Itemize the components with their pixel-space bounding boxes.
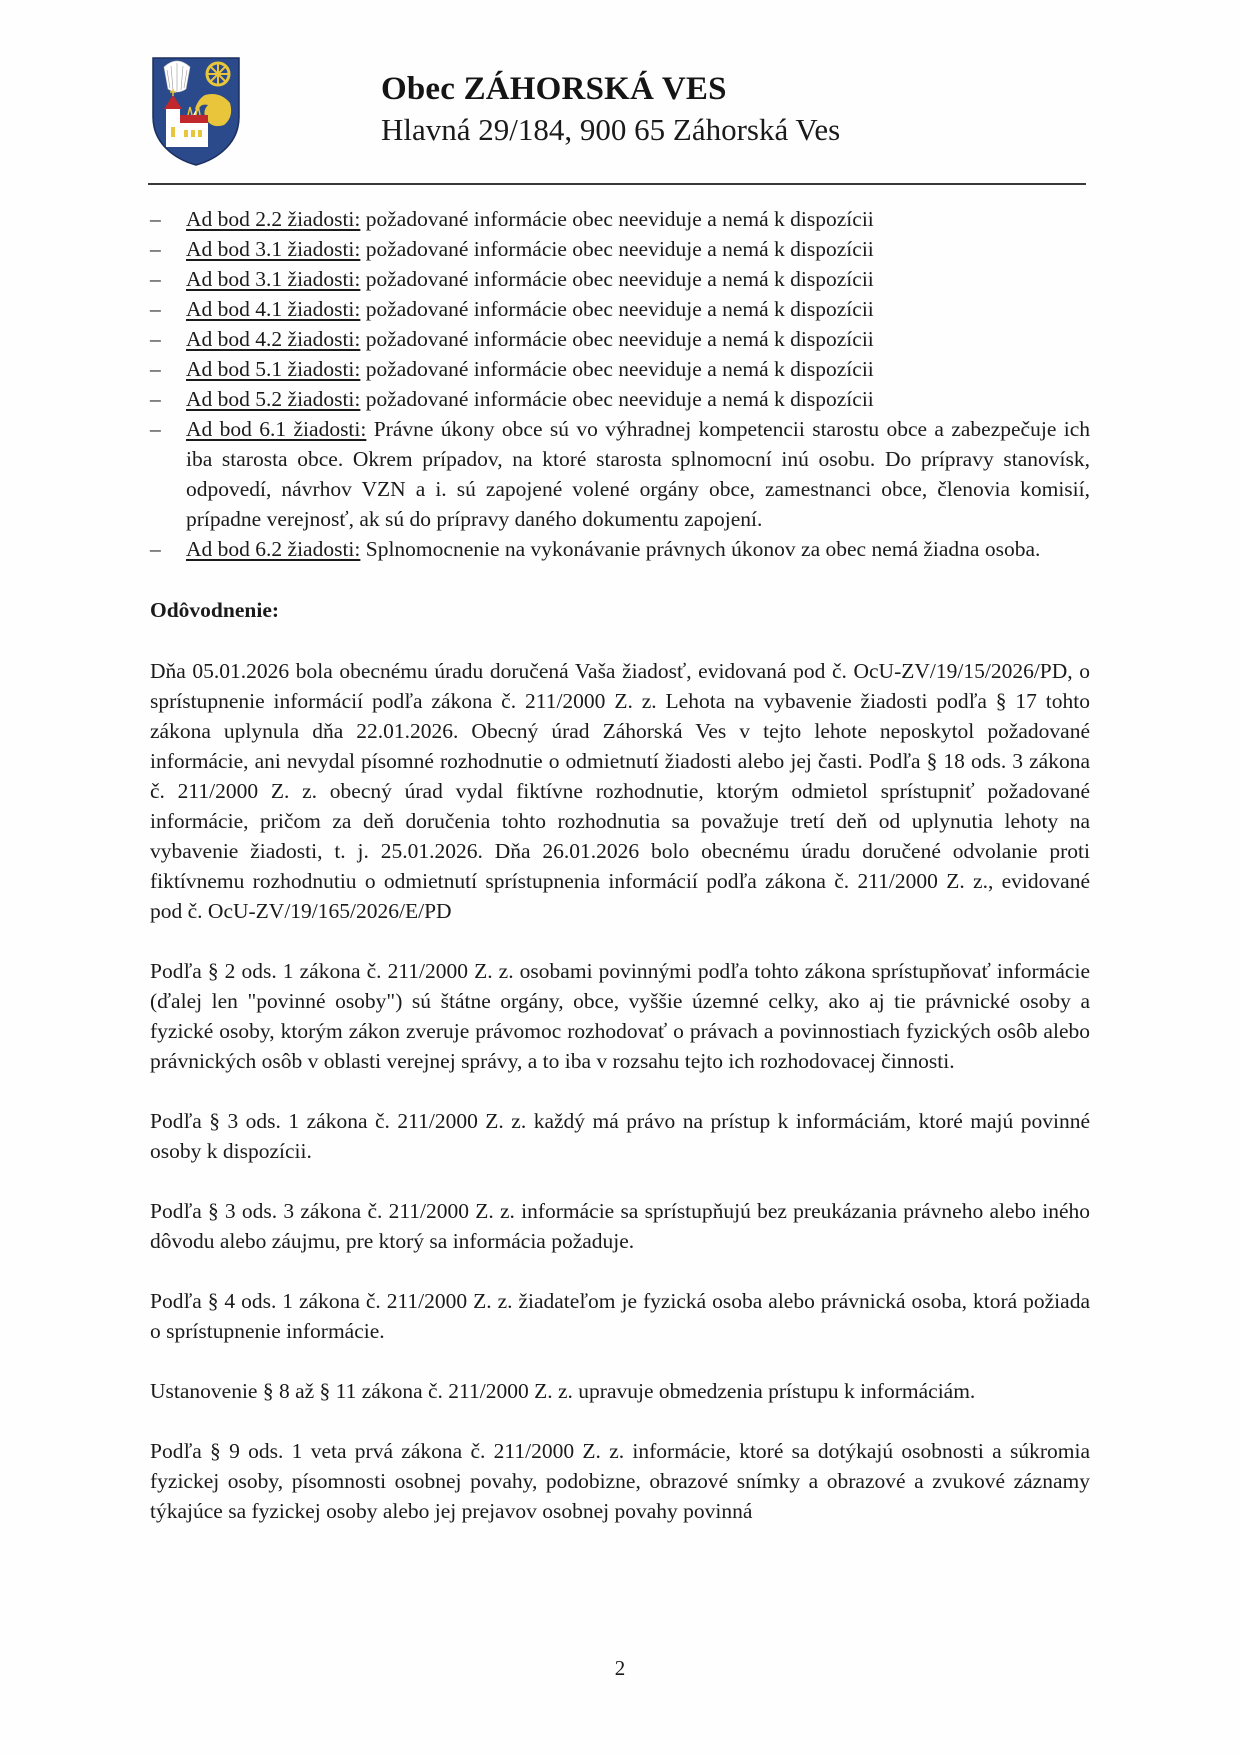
paragraph: Podľa § 4 ods. 1 zákona č. 211/2000 Z. z. žiadateľom je fyzická osoba alebo právnická osoba, ktorá požiada o sprístupnenie informácie. — [150, 1289, 1090, 1343]
list-item — [150, 234, 1090, 264]
letterhead — [148, 55, 1088, 185]
item-label: Ad bod 5.2 žiadosti: — [186, 387, 361, 411]
item-text: požadované informácie obec neeviduje a nemá k dispozícii — [360, 297, 874, 321]
dash-bullet: – — [150, 297, 161, 321]
item-label: Ad bod 6.1 žiadosti: — [186, 417, 367, 441]
dash-bullet: – — [150, 417, 161, 441]
paragraph: Podľa § 3 ods. 1 zákona č. 211/2000 Z. z. každý má právo na prístup k informáciám, ktoré majú povinné osoby k dispozícii. — [150, 1109, 1090, 1163]
header-divider — [148, 183, 1086, 185]
list-item — [150, 534, 1090, 564]
item-text: požadované informácie obec neeviduje a nemá k dispozícii — [360, 357, 874, 381]
section-heading: Odôvodnenie: — [150, 598, 280, 622]
item-label: Ad bod 3.1 žiadosti: — [186, 267, 361, 291]
paragraph: Ustanovenie § 8 až § 11 zákona č. 211/2000 Z. z. upravuje obmedzenia prístupu k informáciám. — [150, 1379, 976, 1403]
item-text: požadované informácie obec neeviduje a nemá k dispozícii — [360, 237, 874, 261]
item-text: Splnomocnenie na vykonávanie právnych úkonov za obec nemá žiadna osoba. — [360, 537, 1041, 561]
item-label: Ad bod 4.2 žiadosti: — [186, 327, 361, 351]
dash-bullet: – — [150, 357, 161, 381]
list-item — [150, 264, 1090, 294]
coat-of-arms-icon — [150, 55, 242, 167]
dash-bullet: – — [150, 207, 161, 231]
item-text: požadované informácie obec neeviduje a nemá k dispozícii — [360, 387, 874, 411]
paragraph: Podľa § 2 ods. 1 zákona č. 211/2000 Z. z. osobami povinnými podľa tohto zákona sprístupňovať informácie (ďalej len "povinné osoby") sú štátne orgány, obce, vyššie územné celky, ako aj tie právnické osoby a fyzické osoby, ktorým zákon zveruje právomoc rozhodovať o právach a povinnostiach fyzických osôb alebo právnických osôb v oblasti verejnej správy, a to iba v rozsahu tejto ich rozhodovacej činnosti. — [150, 959, 1090, 1073]
item-label: Ad bod 5.1 žiadosti: — [186, 357, 361, 381]
document-body — [150, 204, 1090, 1526]
item-label: Ad bod 6.2 žiadosti: — [186, 537, 361, 561]
list-item — [150, 354, 1090, 384]
page-number: 2 — [614, 1656, 626, 1680]
item-text: požadované informácie obec neeviduje a nemá k dispozícii — [360, 207, 874, 231]
item-label: Ad bod 3.1 žiadosti: — [186, 237, 361, 261]
paragraph: Dňa 05.01.2026 bola obecnému úradu doručená Vaša žiadosť, evidovaná pod č. OcU-ZV/19/15/2026/PD, o sprístupnenie informácií podľa zákona č. 211/2000 Z. z. Lehota na vybavenie žiadosti podľa § 17 tohto zákona uplynula dňa 22.01.2026. Obecný úrad Záhorská Ves v tejto lehote neposkytol požadované informácie, ani nevydal písomné rozhodnutie o odmietnutí žiadosti alebo jej časti. Podľa § 18 ods. 3 zákona č. 211/2000 Z. z. obecný úrad vydal fiktívne rozhodnutie, ktorým odmietol sprístupniť požadované informácie, pričom za deň doručenia tohto rozhodnutia sa považuje tretí deň od uplynutia lehoty na vybavenie žiadosti, t. j. 25.01.2026. Dňa 26.01.2026 bolo obecnému úradu doručené odvolanie proti fiktívnemu rozhodnutiu o odmietnutí sprístupnenia informácií podľa zákona č. 211/2000 Z. z., evidované pod č. OcU-ZV/19/165/2026/E/PD — [150, 659, 1090, 923]
dash-bullet: – — [150, 237, 161, 261]
dash-bullet: – — [150, 537, 161, 561]
list-item — [150, 324, 1090, 354]
list-item — [150, 414, 1090, 534]
item-text: Právne úkony obce sú vo výhradnej kompetencii starostu obce a zabezpečuje ich iba starosta obce. Okrem prípadov, na ktoré starosta splnomocní inú osobu. Do prípravy stanovísk, odpovedí, návrhov VZN a i. sú zapojené volené orgány obce, zamestnanci obce, členovia komisií, prípadne verejnosť, ak sú do prípravy daného dokumentu zapojení. — [186, 417, 1090, 531]
paragraph: Podľa § 3 ods. 3 zákona č. 211/2000 Z. z. informácie sa sprístupňujú bez preukázania právneho alebo iného dôvodu alebo záujmu, pre ktorý sa informácia požaduje. — [150, 1199, 1090, 1253]
list-item — [150, 384, 1090, 414]
paragraph: Podľa § 9 ods. 1 veta prvá zákona č. 211/2000 Z. z. informácie, ktoré sa dotýkajú osobnosti a súkromia fyzickej osoby, písomnosti osobnej povahy, podobizne, obrazové snímky a obrazové a zvukové záznamy týkajúce sa fyzickej osoby alebo jej prejavov osobnej povahy povinná — [150, 1439, 1090, 1523]
dash-bullet: – — [150, 327, 161, 351]
organization-name: Obec ZÁHORSKÁ VES — [381, 71, 727, 107]
list-item — [150, 294, 1090, 324]
response-list — [150, 204, 1090, 564]
dash-bullet: – — [150, 267, 161, 291]
dash-bullet: – — [150, 387, 161, 411]
item-label: Ad bod 4.1 žiadosti: — [186, 297, 361, 321]
list-item — [150, 204, 1090, 234]
item-text: požadované informácie obec neeviduje a nemá k dispozícii — [360, 267, 874, 291]
item-label: Ad bod 2.2 žiadosti: — [186, 207, 361, 231]
organization-address: Hlavná 29/184, 900 65 Záhorská Ves — [381, 112, 841, 147]
item-text: požadované informácie obec neeviduje a nemá k dispozícii — [360, 327, 874, 351]
